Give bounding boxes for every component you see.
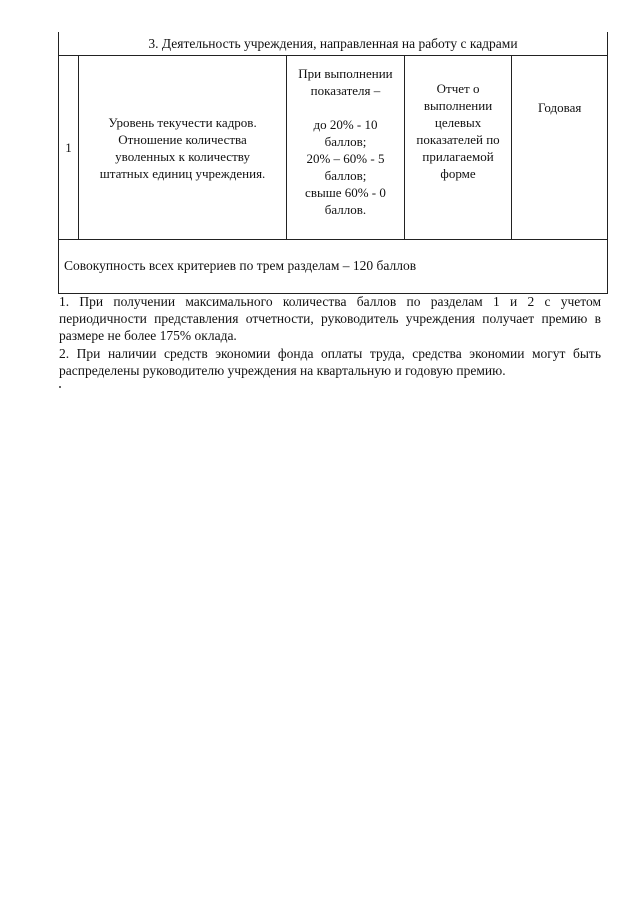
total-row — [58, 240, 608, 294]
criterion-cell — [79, 56, 287, 239]
period-text: Годовая — [537, 100, 582, 115]
total-text: Совокупность всех критериев по трем разделам – 120 баллов — [64, 258, 417, 273]
report-line: прилагаемой — [422, 149, 494, 164]
criterion-line: уволенных к количеству — [115, 148, 250, 164]
criterion-line: Уровень текучести кадров. — [108, 114, 257, 130]
condition-line: баллов. — [324, 202, 367, 217]
row-number-cell — [59, 56, 79, 239]
period-cell — [512, 56, 607, 239]
criterion-row — [58, 56, 608, 240]
report-cell — [405, 56, 513, 239]
section-title-row — [58, 32, 608, 56]
report-line: выполнении — [423, 98, 493, 113]
report-line: Отчет о — [436, 81, 480, 96]
condition-line: При выполнении — [298, 66, 393, 81]
row-number: 1 — [65, 139, 72, 155]
condition-line: баллов; — [324, 134, 367, 149]
criteria-table — [58, 32, 608, 294]
condition-line: до 20% - 10 — [313, 117, 378, 132]
condition-line: баллов; — [324, 168, 367, 183]
criterion-line: Отношение количества — [118, 131, 247, 147]
condition-line: 20% – 60% - 5 — [306, 151, 385, 166]
condition-line: показателя – — [310, 83, 381, 98]
notes-block — [59, 293, 601, 379]
report-line: форме — [440, 166, 476, 181]
condition-line — [287, 99, 404, 116]
report-line: показателей по — [416, 132, 500, 147]
condition-cell — [287, 56, 405, 239]
criterion-line: штатных единиц учреждения. — [99, 165, 266, 181]
note-2: 2. При наличии средств экономии фонда оплаты труда, средства экономии могут быть распределены руководителю учреждения на квартальную и годовую премию. — [59, 345, 601, 378]
condition-line: свыше 60% - 0 — [305, 185, 386, 200]
section-title: 3. Деятельность учреждения, направленная на работу с кадрами — [148, 36, 518, 51]
scan-speck — [59, 386, 61, 388]
note-1: 1. При получении максимального количества баллов по разделам 1 и 2 с учетом периодичности представления отчетности, руководитель учреждения получает премию в размере не более 175% оклада. — [59, 294, 601, 344]
report-line: целевых — [434, 115, 482, 130]
